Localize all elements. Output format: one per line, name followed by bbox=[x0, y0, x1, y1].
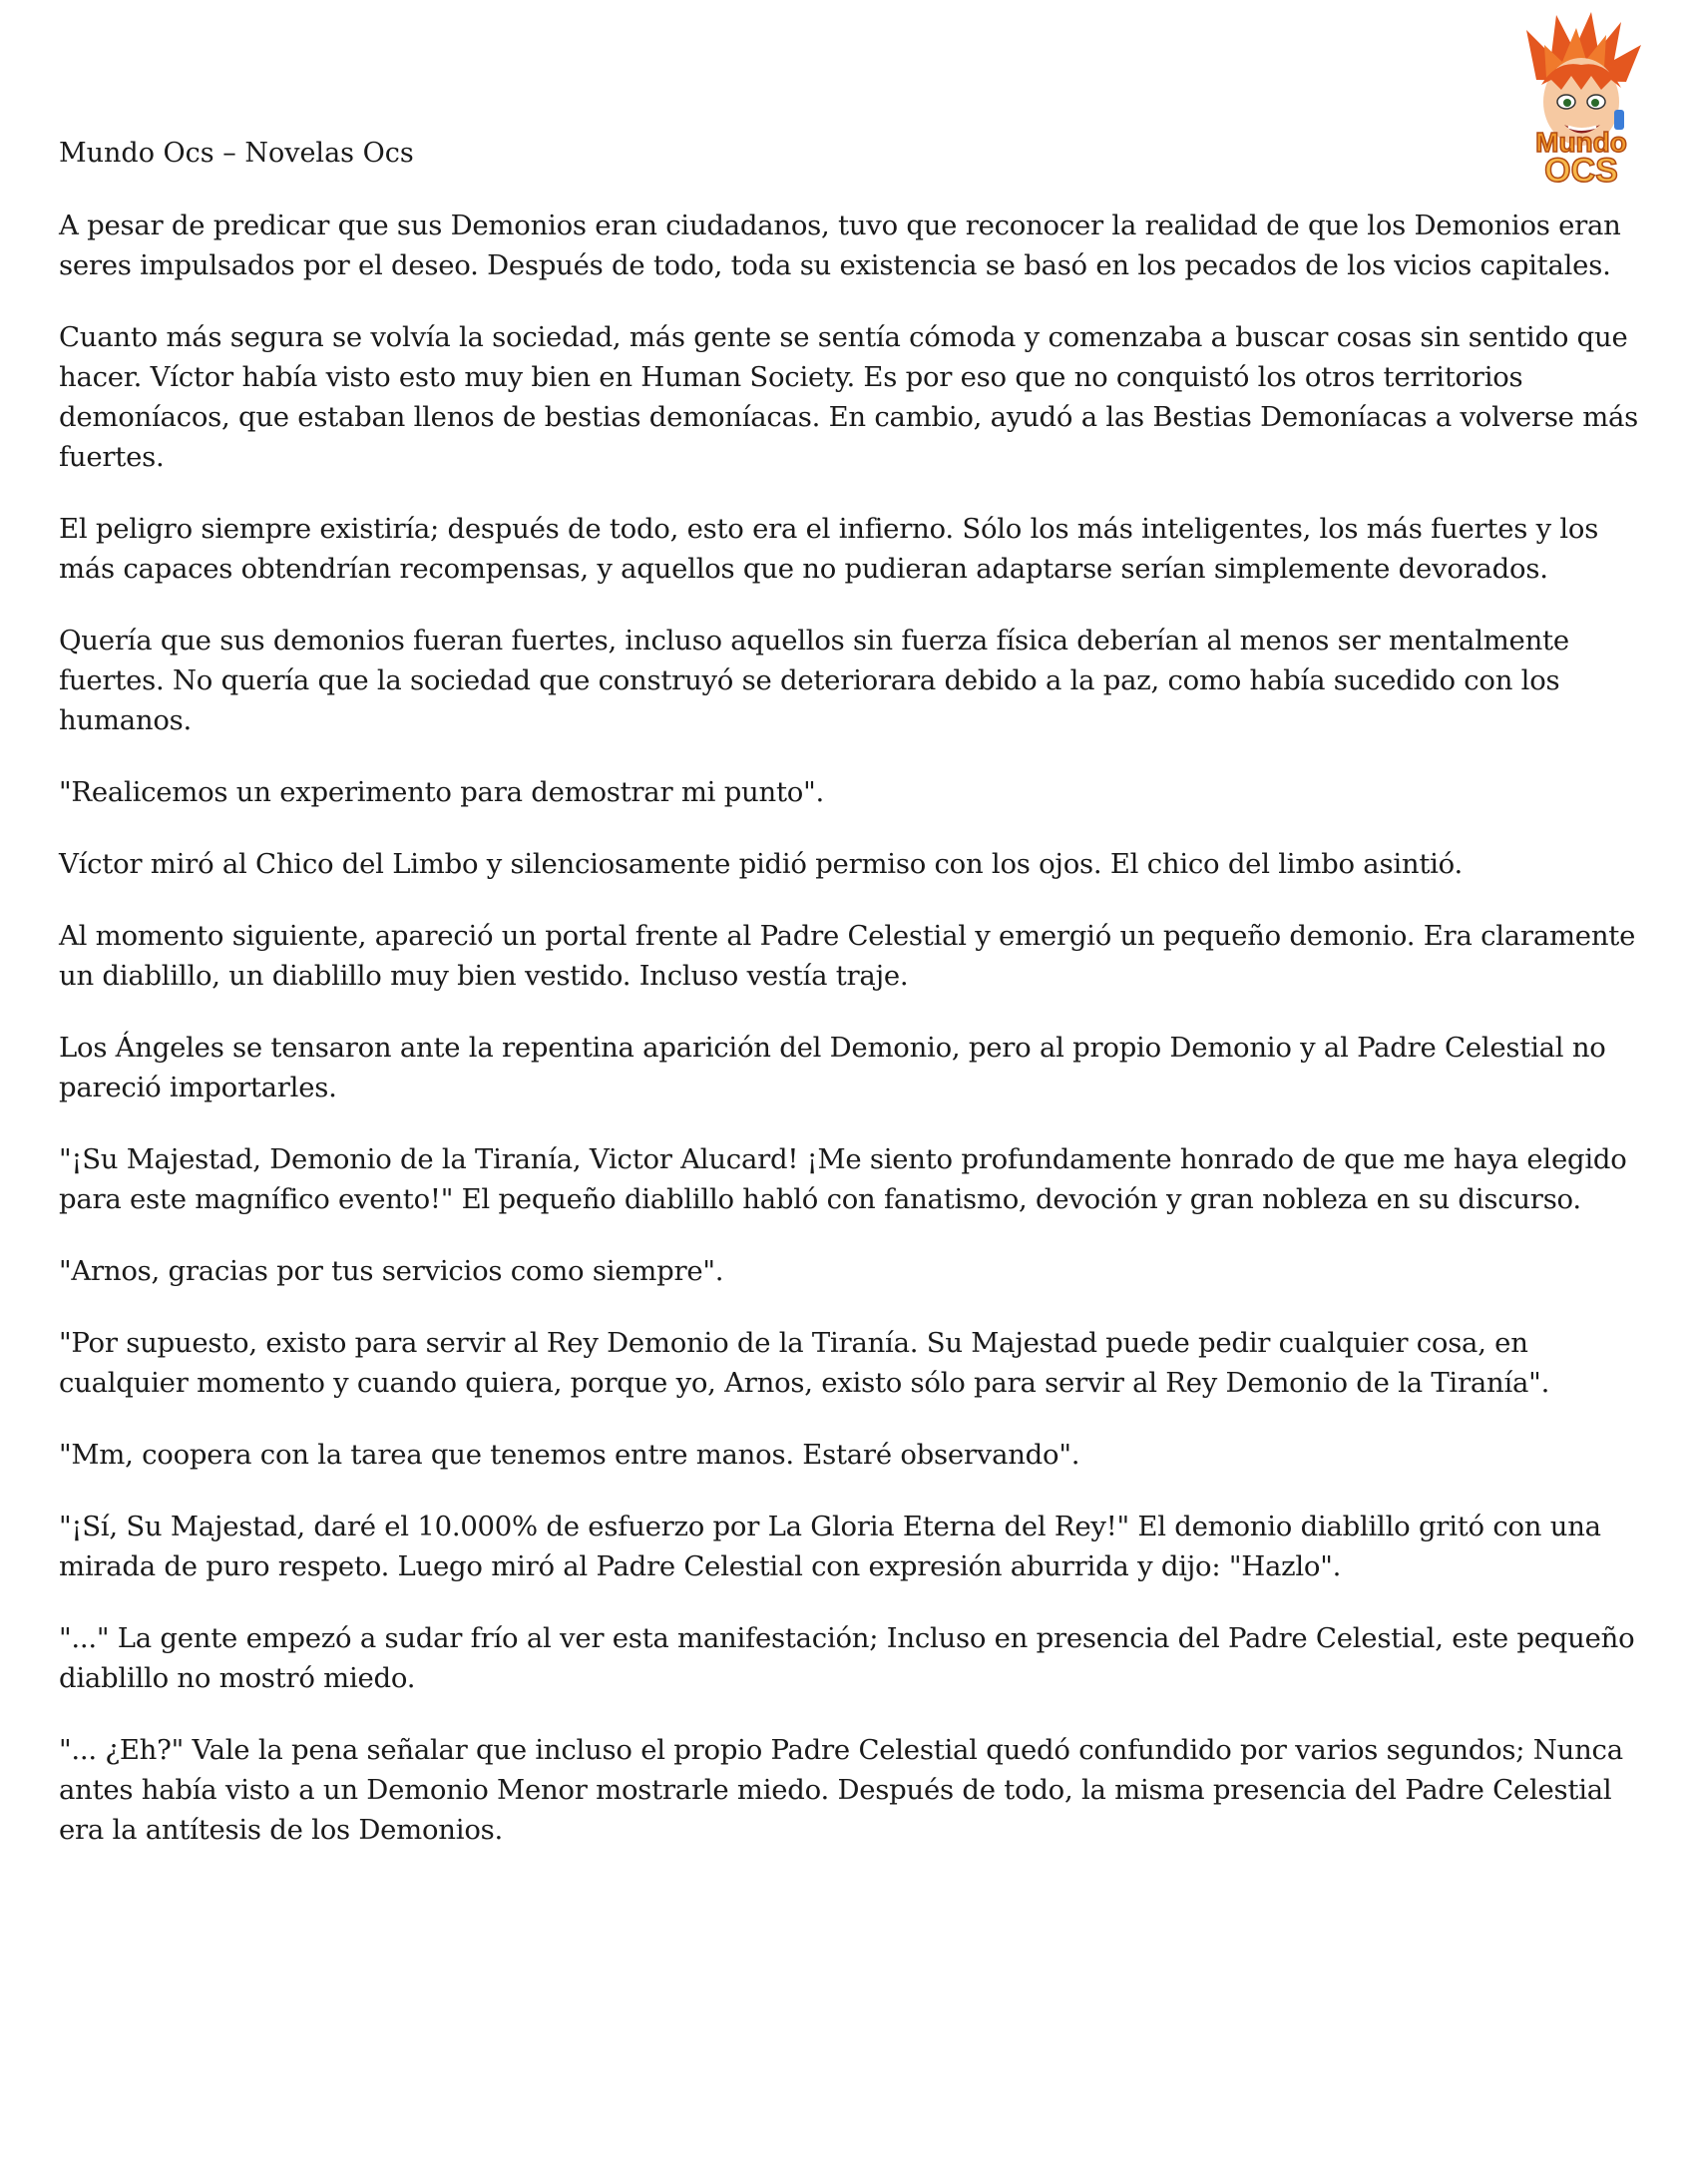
paragraph: "Realicemos un experimento para demostrar mi punto". bbox=[59, 776, 824, 808]
paragraph: "..." La gente empezó a sudar frío al ver esta manifestación; Incluso en presencia del Padre Celestial, este pequeño diablillo no mostró miedo. bbox=[59, 1622, 1635, 1694]
paragraph: "Por supuesto, existo para servir al Rey Demonio de la Tiranía. Su Majestad puede pedir cualquier cosa, en cualquier momento y cuando quiera, porque yo, Arnos, existo sólo para servir al Rey Demonio de la Tiranía". bbox=[59, 1327, 1550, 1399]
paragraph: Cuanto más segura se volvía la sociedad, más gente se sentía cómoda y comenzaba a buscar cosas sin sentido que hacer. Víctor había visto esto muy bien en Human Society. Es por eso que no conquistó los otros territorios demoníacos, que estaban llenos de bestias demoníacas. En cambio, ayudó a las Bestias Demoníacas a volverse más fuertes. bbox=[59, 321, 1639, 473]
paragraph: "¡Su Majestad, Demonio de la Tiranía, Victor Alucard! ¡Me siento profundamente honrado de que me haya elegido para este magnífico evento!" El pequeño diablillo habló con fanatismo, devoción y gran nobleza en su discurso. bbox=[59, 1143, 1627, 1215]
paragraph: Quería que sus demonios fueran fuertes, incluso aquellos sin fuerza física deberían al menos ser mentalmente fuertes. No quería que la sociedad que construyó se deteriorara debido a la paz, como había sucedido con los humanos. bbox=[59, 625, 1569, 736]
paragraph: A pesar de predicar que sus Demonios eran ciudadanos, tuvo que reconocer la realidad de que los Demonios eran seres impulsados por el deseo. Después de todo, toda su existencia se basó en los pecados de los vicios capitales. bbox=[59, 210, 1621, 281]
paragraph: "Mm, coopera con la tarea que tenemos entre manos. Estaré observando". bbox=[59, 1439, 1080, 1471]
paragraph: "¡Sí, Su Majestad, daré el 10.000% de esfuerzo por La Gloria Eterna del Rey!" El demonio diablillo gritó con una mirada de puro respeto. Luego miró al Padre Celestial con expresión aburrida y dijo: "Hazlo". bbox=[59, 1511, 1601, 1582]
mascot-logo-icon bbox=[1496, 10, 1666, 185]
paragraph: El peligro siempre existiría; después de todo, esto era el infierno. Sólo los más inteligentes, los más fuertes y los más capaces obtendrían recompensas, y aquellos que no pudieran adaptarse serían simplemente devorados. bbox=[59, 513, 1599, 585]
paragraph: Los Ángeles se tensaron ante la repentina aparición del Demonio, pero al propio Demonio y al Padre Celestial no pareció importarles. bbox=[59, 1032, 1606, 1103]
svg-text:OCS: OCS bbox=[1544, 152, 1618, 185]
story-body bbox=[59, 206, 1655, 1882]
mundo-ocs-logo bbox=[1496, 10, 1666, 185]
svg-text:Mundo: Mundo bbox=[1535, 127, 1627, 158]
document-header: Mundo Ocs – Novelas Ocs bbox=[59, 138, 414, 169]
paragraph: Al momento siguiente, apareció un portal frente al Padre Celestial y emergió un pequeño demonio. Era claramente un diablillo, un diablillo muy bien vestido. Incluso vestía traje. bbox=[59, 920, 1636, 992]
paragraph: "Arnos, gracias por tus servicios como siempre". bbox=[59, 1255, 724, 1287]
paragraph: Víctor miró al Chico del Limbo y silenciosamente pidió permiso con los ojos. El chico del limbo asintió. bbox=[59, 848, 1463, 880]
paragraph: "... ¿Eh?" Vale la pena señalar que incluso el propio Padre Celestial quedó confundido por varios segundos; Nunca antes había visto a un Demonio Menor mostrarle miedo. Después de todo, la misma presencia del Padre Celestial era la antítesis de los Demonios. bbox=[59, 1734, 1623, 1846]
